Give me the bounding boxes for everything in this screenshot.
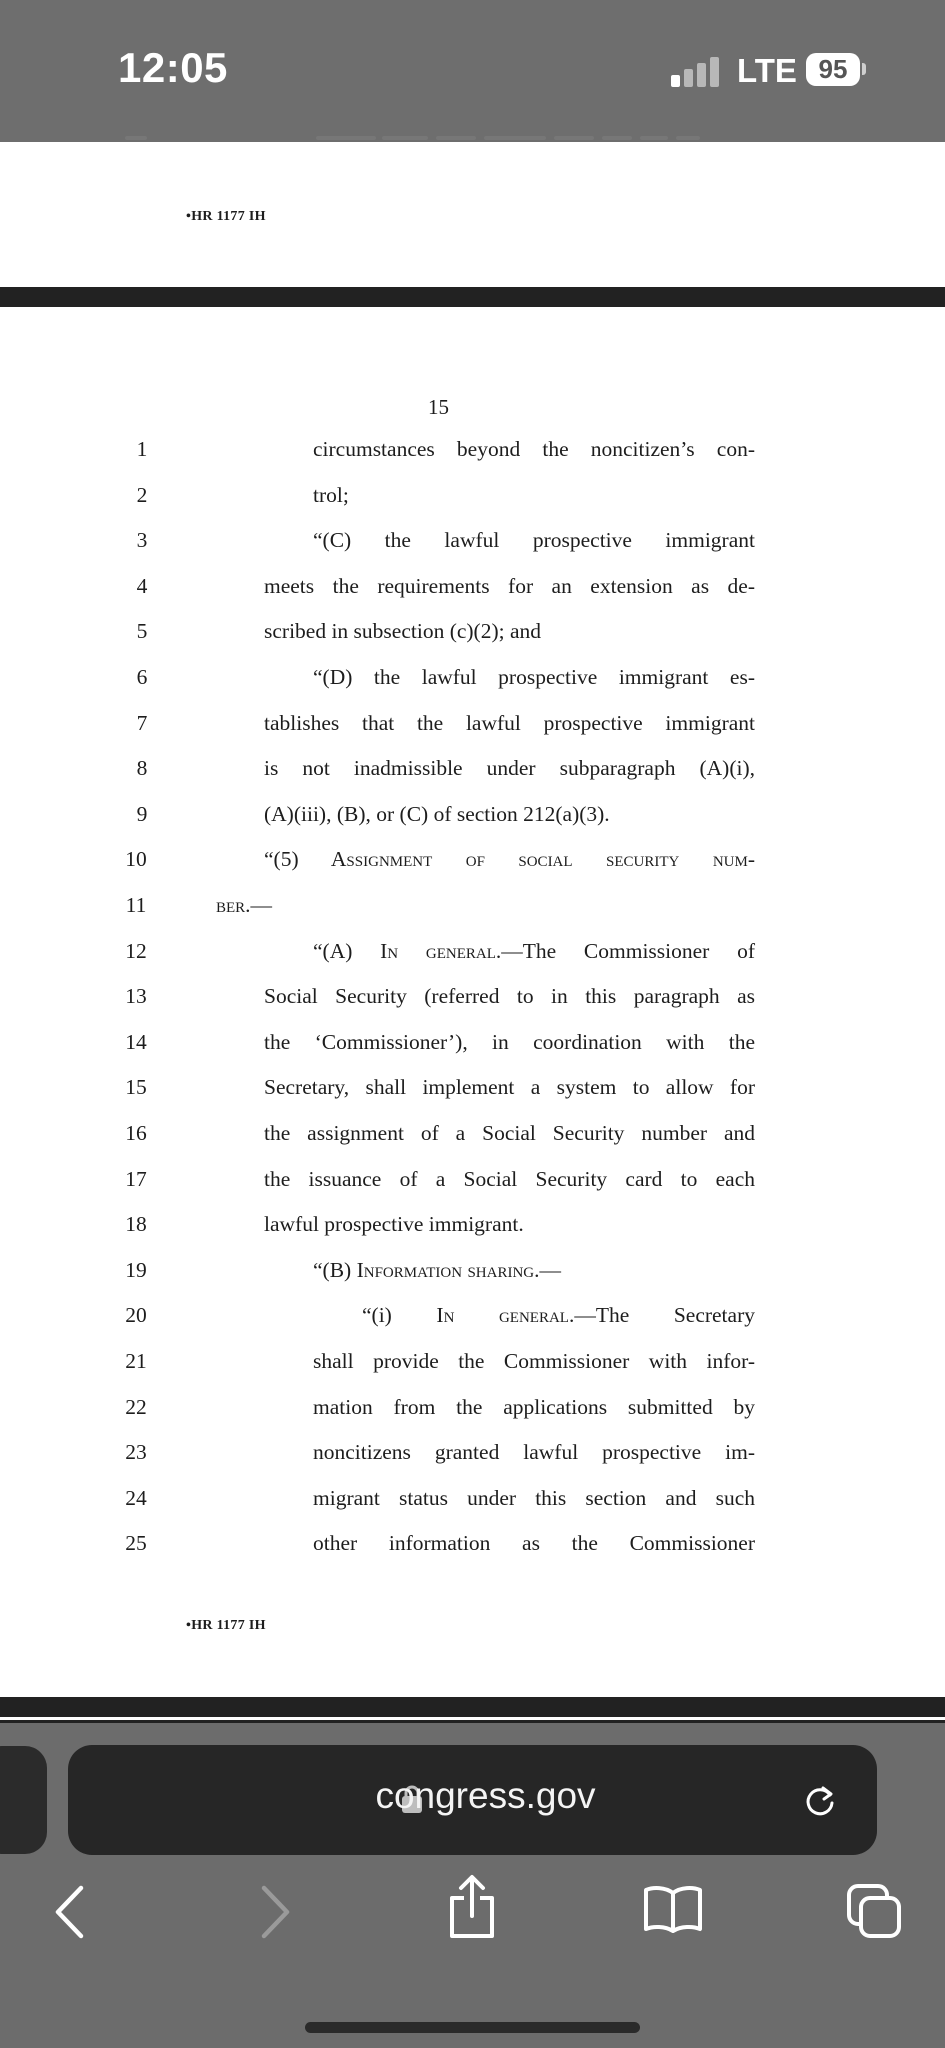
line-number: 10 xyxy=(125,847,147,871)
line-number: 19 xyxy=(125,1258,147,1282)
document-text-line xyxy=(362,1299,755,1331)
document-text-line: lawful prospective immigrant. xyxy=(264,1212,524,1236)
document-text-line: (A)(iii), (B), or (C) of section 212(a)(3). xyxy=(264,802,610,826)
reload-icon[interactable] xyxy=(803,1783,839,1819)
line-number: 20 xyxy=(125,1303,147,1327)
line-number: 24 xyxy=(125,1486,147,1510)
line-number: 5 xyxy=(136,619,148,643)
status-time: 12:05 xyxy=(118,44,228,91)
document-text-line: mation from the applications submitted by xyxy=(313,1395,755,1419)
small-caps-heading: In general xyxy=(436,1303,569,1327)
battery-icon xyxy=(806,53,860,86)
battery-level: 95 xyxy=(818,54,848,84)
document-text-line: noncitizens granted lawful prospective im- xyxy=(313,1440,755,1464)
document-text-line: ber.— xyxy=(216,893,273,917)
tabs-icon[interactable] xyxy=(846,1883,902,1939)
line-number: 9 xyxy=(136,802,148,826)
document-text-line: “(C) the lawful prospective immigrant xyxy=(313,528,755,552)
document-text-line: “(D) the lawful prospective immigrant es- xyxy=(313,665,755,689)
home-indicator[interactable] xyxy=(305,2022,640,2033)
document-text-line: the ‘Commissioner’), in coordination with the xyxy=(264,1030,755,1054)
line-number: 7 xyxy=(136,711,148,735)
document-text-line: tablishes that the lawful prospective immigrant xyxy=(264,711,755,735)
document-text-line: circumstances beyond the noncitizen’s con- xyxy=(313,437,755,461)
line-number: 11 xyxy=(125,893,147,917)
browser-toolbar xyxy=(0,1723,945,2048)
bill-identifier-footer: •HR 1177 IH xyxy=(186,1618,266,1633)
bookmarks-icon[interactable] xyxy=(643,1885,703,1933)
cut-off-text-line xyxy=(120,132,760,146)
page-number: 15 xyxy=(428,395,449,419)
line-number: 4 xyxy=(136,574,148,598)
page-separator-bottom xyxy=(0,1697,945,1723)
cellular-signal-icon xyxy=(671,57,719,87)
line-number: 12 xyxy=(125,939,147,963)
text-segment: “(A) xyxy=(313,939,381,963)
small-caps-heading: In general xyxy=(380,939,496,963)
small-caps-heading: Information sharing xyxy=(356,1258,535,1282)
document-text-line xyxy=(313,935,755,967)
line-number: 3 xyxy=(136,528,148,552)
network-type: LTE xyxy=(737,52,797,89)
document-text-line: scribed in subsection (c)(2); and xyxy=(264,619,542,643)
document-text-line: is not inadmissible under subparagraph (A)(i), xyxy=(264,756,755,780)
document-text-line: other information as the Commissioner xyxy=(313,1531,755,1555)
line-number: 25 xyxy=(125,1531,147,1555)
line-number: 14 xyxy=(125,1030,147,1054)
text-segment: “(B) xyxy=(313,1258,357,1282)
document-text-line: “(5) Assignment of social security num- xyxy=(264,847,755,871)
line-number: 15 xyxy=(125,1075,147,1099)
battery-tip xyxy=(862,63,866,75)
share-icon[interactable] xyxy=(446,1874,498,1940)
status-bar xyxy=(0,0,945,142)
document-text-line: the issuance of a Social Security card to each xyxy=(264,1167,755,1191)
bill-identifier-top: •HR 1177 IH xyxy=(186,209,266,224)
forward-icon[interactable] xyxy=(257,1884,293,1940)
page-separator xyxy=(0,287,945,307)
document-page-previous xyxy=(0,142,945,287)
document-text-line xyxy=(313,1254,561,1286)
line-number: 16 xyxy=(125,1121,147,1145)
line-number: 18 xyxy=(125,1212,147,1236)
document-text-line: shall provide the Commissioner with infor- xyxy=(313,1349,755,1373)
line-number: 2 xyxy=(136,483,148,507)
line-number: 23 xyxy=(125,1440,147,1464)
line-number: 17 xyxy=(125,1167,147,1191)
line-number: 21 xyxy=(125,1349,147,1373)
document-page xyxy=(0,307,945,1697)
document-text-line: migrant status under this section and such xyxy=(313,1486,755,1510)
address-bar[interactable] xyxy=(68,1745,877,1855)
text-segment: .—The Commissioner of xyxy=(495,939,755,963)
line-number: 22 xyxy=(125,1395,147,1419)
back-icon[interactable] xyxy=(52,1884,88,1940)
document-text-line: Secretary, shall implement a system to allow for xyxy=(264,1075,755,1099)
document-text-line: the assignment of a Social Security number and xyxy=(264,1121,755,1145)
text-segment: .—The Secretary xyxy=(568,1303,755,1327)
line-number: 8 xyxy=(136,756,148,780)
text-segment: .— xyxy=(534,1258,562,1282)
document-text-line: Social Security (referred to in this paragraph as xyxy=(264,984,755,1008)
text-segment: “(i) xyxy=(362,1303,437,1327)
line-number: 13 xyxy=(125,984,147,1008)
line-number: 6 xyxy=(136,665,148,689)
document-text-line: meets the requirements for an extension as de- xyxy=(264,574,755,598)
previous-tab-preview[interactable] xyxy=(0,1746,47,1854)
line-number: 1 xyxy=(136,437,148,461)
document-text-line: trol; xyxy=(313,483,349,507)
url-text[interactable]: congress.gov xyxy=(375,1775,596,1816)
